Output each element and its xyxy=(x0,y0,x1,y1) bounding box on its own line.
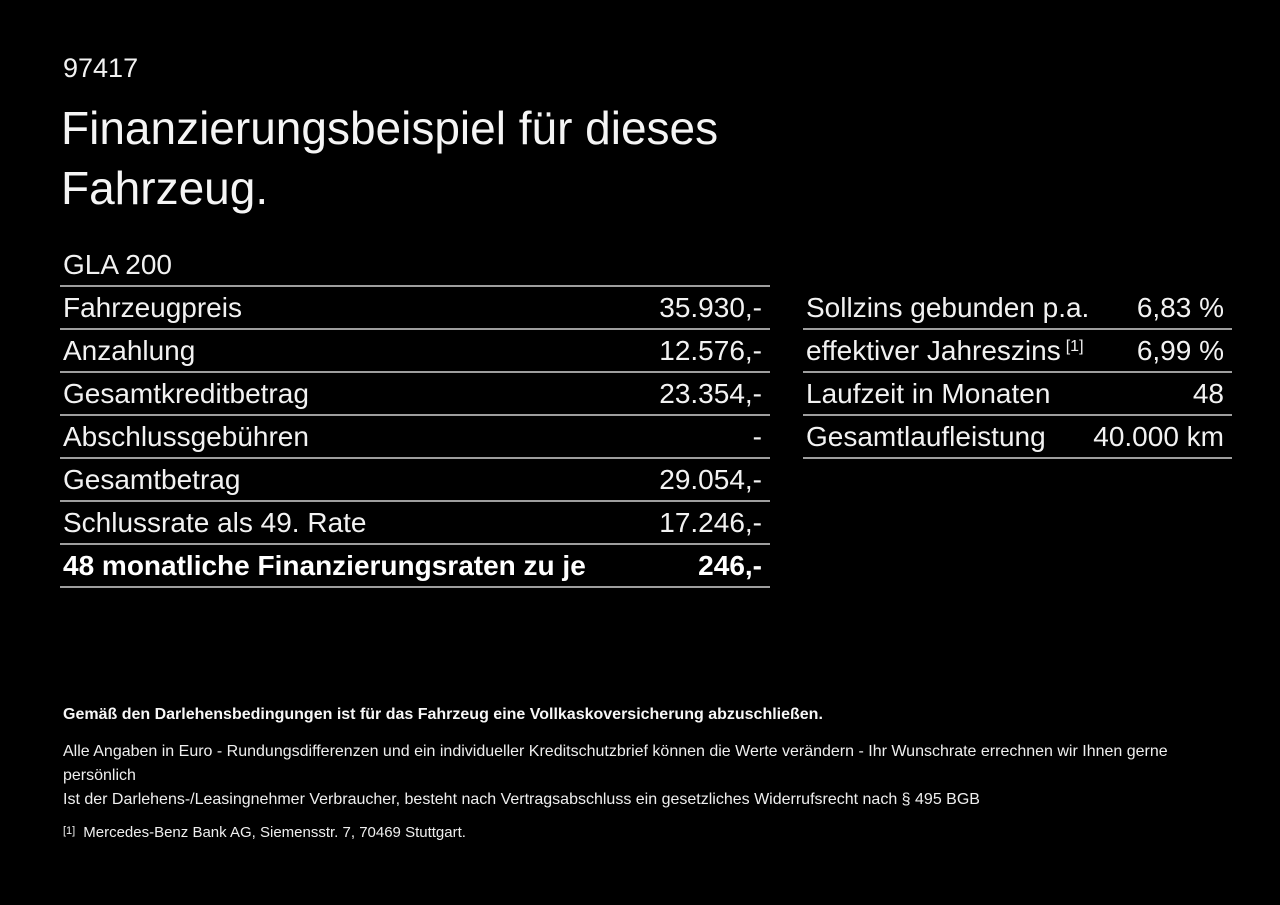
insurance-requirement-note: Gemäß den Darlehensbedingungen ist für das Fahrzeug eine Vollkaskoversicherung abzuschließen. xyxy=(63,706,823,723)
footer-disclaimers xyxy=(63,705,1223,859)
table-row-total-mileage xyxy=(803,416,1232,459)
row-value: 40.000 km xyxy=(1093,420,1224,452)
row-label: Gesamtbetrag xyxy=(63,463,241,495)
row-value: 246,- xyxy=(698,549,762,581)
table-row-borrowing-rate xyxy=(803,287,1232,330)
row-value: - xyxy=(752,420,762,452)
page-title-line-2: Fahrzeug. xyxy=(61,162,269,214)
vehicle-model-header-row xyxy=(60,244,770,287)
financing-table xyxy=(60,244,770,588)
disclaimer-line-1: Alle Angaben in Euro - Rundungsdifferenzen und ein individueller Kreditschutzbrief können die Werte verändern - Ihr Wunschrate errechnen wir Ihnen gerne persönlich xyxy=(63,743,1168,784)
row-value: 48 xyxy=(1192,377,1224,409)
document-id: 97417 xyxy=(63,53,139,83)
row-label: Anzahlung xyxy=(63,334,196,366)
row-value: 35.930,- xyxy=(659,291,762,323)
row-label: Abschlussgebühren xyxy=(63,420,309,452)
row-value: 12.576,- xyxy=(659,334,762,366)
conditions-table xyxy=(803,287,1232,459)
row-label: Gesamtlaufleistung xyxy=(806,420,1046,452)
row-label: Sollzins gebunden p.a. xyxy=(806,291,1090,323)
row-label: Gesamtkreditbetrag xyxy=(63,377,309,409)
table-row-effective-apr xyxy=(803,330,1232,373)
row-label: 48 monatliche Finanzierungsraten zu je xyxy=(63,549,586,581)
disclaimer-line-2: Ist der Darlehens-/Leasingnehmer Verbraucher, besteht nach Vertragsabschluss ein gesetzliches Widerrufsrecht nach § 495 BGB xyxy=(63,791,980,808)
vehicle-model-label: GLA 200 xyxy=(63,248,172,280)
table-row-term-months xyxy=(803,373,1232,416)
row-label: Fahrzeugpreis xyxy=(63,291,242,323)
footnote-reference: [1] xyxy=(1065,337,1084,355)
page-title-line-1: Finanzierungsbeispiel für dieses xyxy=(61,102,719,154)
page-title xyxy=(61,98,718,218)
row-value: 23.354,- xyxy=(659,377,762,409)
row-value: 17.246,- xyxy=(659,506,762,538)
table-row-monthly-rate xyxy=(60,545,770,588)
table-row-final-rate xyxy=(60,502,770,545)
table-row-total-amount xyxy=(60,459,770,502)
row-label: Laufzeit in Monaten xyxy=(806,377,1051,409)
footnote-marker: [1] xyxy=(63,825,76,837)
row-label: Schlussrate als 49. Rate xyxy=(63,506,367,538)
row-value: 29.054,- xyxy=(659,463,762,495)
footnote-text: Mercedes-Benz Bank AG, Siemensstr. 7, 70469 Stuttgart. xyxy=(83,824,466,841)
table-row-vehicle-price xyxy=(60,287,770,330)
table-row-closing-fees xyxy=(60,416,770,459)
row-value: 6,99 % xyxy=(1136,334,1224,366)
bank-footnote xyxy=(63,823,1223,844)
table-row-down-payment xyxy=(60,330,770,373)
row-label: effektiver Jahreszins [1] xyxy=(806,334,1084,366)
row-value: 6,83 % xyxy=(1136,291,1224,323)
table-row-total-credit xyxy=(60,373,770,416)
